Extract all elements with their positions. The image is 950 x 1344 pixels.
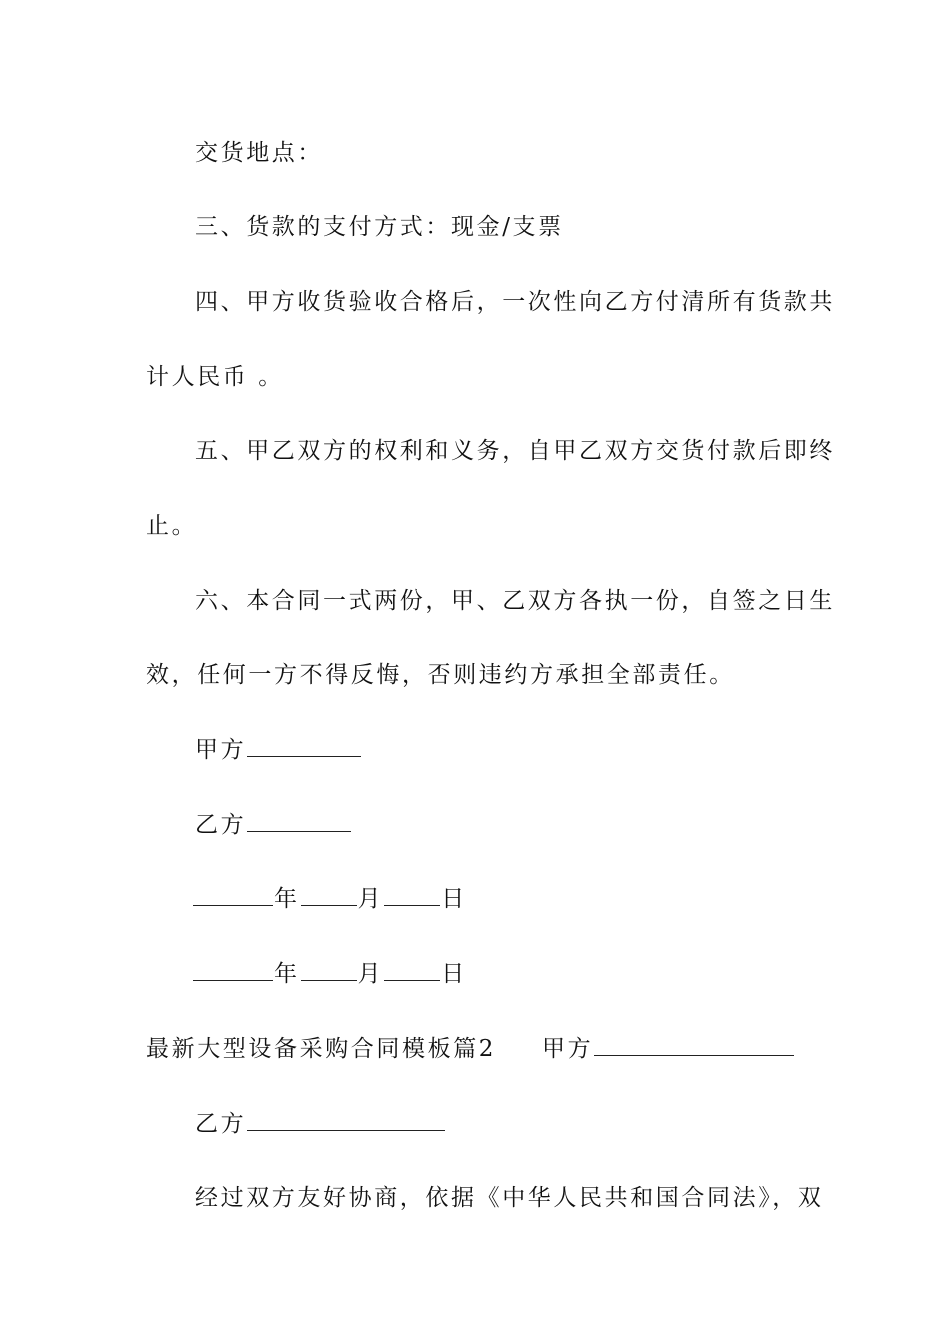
party-a2-label: 甲方 — [542, 1036, 594, 1062]
section-heading: 最新大型设备采购合同模板篇2 — [146, 1036, 497, 1062]
negotiation-line: 经过双方友好协商，依据《中华人民共和国合同法》，双 — [195, 1185, 824, 1211]
month-blank — [301, 960, 357, 981]
month-label: 月 — [357, 886, 384, 912]
date-line-1 — [192, 884, 467, 914]
party-b2-blank — [247, 1110, 445, 1131]
month-blank — [301, 885, 357, 906]
clause-six-line-1: 六、本合同一式两份，甲、乙双方各执一份，自签之日生 — [195, 588, 835, 614]
party-b-signature-line — [195, 810, 352, 840]
section-heading-line — [146, 1034, 795, 1064]
clause-four-line-1: 四、甲方收货验收合格后，一次性向乙方付清所有货款共 — [195, 289, 835, 315]
clause-five-line-2: 止。 — [146, 513, 198, 539]
day-blank — [384, 885, 440, 906]
day-label: 日 — [441, 886, 467, 912]
party-b2-signature-line — [195, 1109, 446, 1139]
year-label: 年 — [274, 961, 300, 987]
payment-method-line: 三、货款的支付方式：现金/支票 — [195, 214, 564, 240]
year-blank — [193, 885, 273, 906]
year-label: 年 — [274, 886, 300, 912]
party-a2-blank — [594, 1035, 794, 1056]
clause-five-line-1: 五、甲乙双方的权利和义务，自甲乙双方交货付款后即终 — [195, 438, 835, 464]
month-label: 月 — [357, 961, 384, 987]
party-b-blank — [247, 811, 351, 832]
year-blank — [193, 960, 273, 981]
party-b2-label: 乙方 — [195, 1111, 247, 1137]
clause-four-line-2: 计人民币 。 — [146, 364, 284, 390]
date-line-2 — [192, 959, 467, 989]
clause-six-line-2: 效，任何一方不得反悔，否则违约方承担全部责任。 — [146, 662, 735, 688]
party-a-blank — [247, 736, 361, 757]
party-b-label: 乙方 — [195, 812, 247, 838]
day-label: 日 — [441, 961, 467, 987]
party-a-label: 甲方 — [195, 737, 247, 763]
party-a-signature-line — [195, 735, 362, 765]
delivery-location-line: 交货地点： — [195, 140, 323, 166]
day-blank — [384, 960, 440, 981]
